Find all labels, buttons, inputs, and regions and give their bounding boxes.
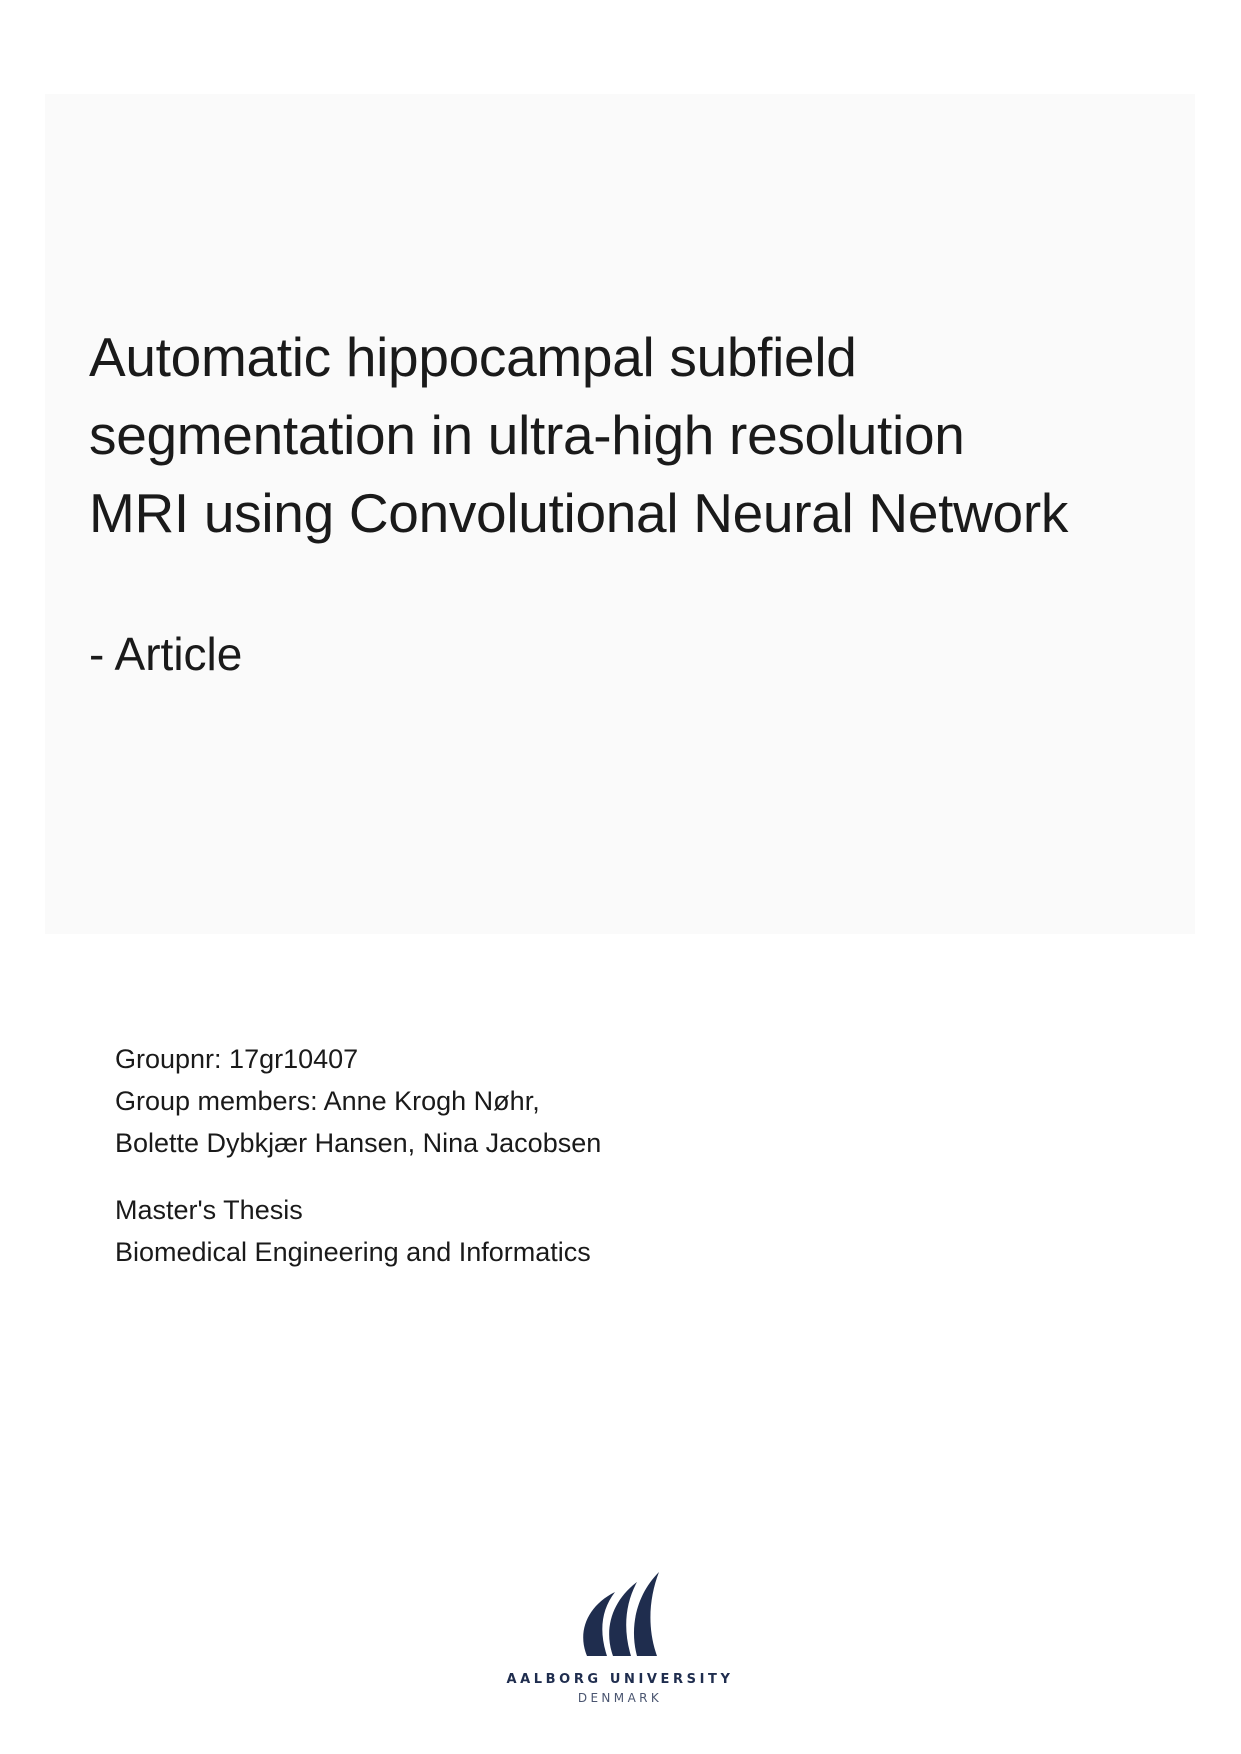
university-name: AALBORG UNIVERSITY — [506, 1672, 734, 1687]
document-subtitle: - Article — [89, 628, 243, 680]
group-members-line-1: Group members: Anne Krogh Nøhr, — [115, 1086, 540, 1116]
title-panel — [45, 94, 1195, 934]
title-line-3: MRI using Convolutional Neural Network — [89, 482, 1069, 544]
university-logo — [500, 1570, 740, 1705]
thesis-info — [115, 1038, 601, 1273]
aalborg-university-logo-icon — [575, 1570, 665, 1658]
title-line-2: segmentation in ultra-high resolution — [89, 404, 965, 466]
title-line-1: Automatic hippocampal subfield — [89, 326, 857, 388]
document-title — [89, 318, 1169, 552]
study-programme: Biomedical Engineering and Informatics — [115, 1237, 591, 1267]
group-members-line-2: Bolette Dybkjær Hansen, Nina Jacobsen — [115, 1128, 602, 1158]
info-spacer — [115, 1164, 601, 1189]
group-number: Groupnr: 17gr10407 — [115, 1044, 359, 1074]
university-country: DENMARK — [577, 1691, 663, 1705]
thesis-type: Master's Thesis — [115, 1195, 303, 1225]
